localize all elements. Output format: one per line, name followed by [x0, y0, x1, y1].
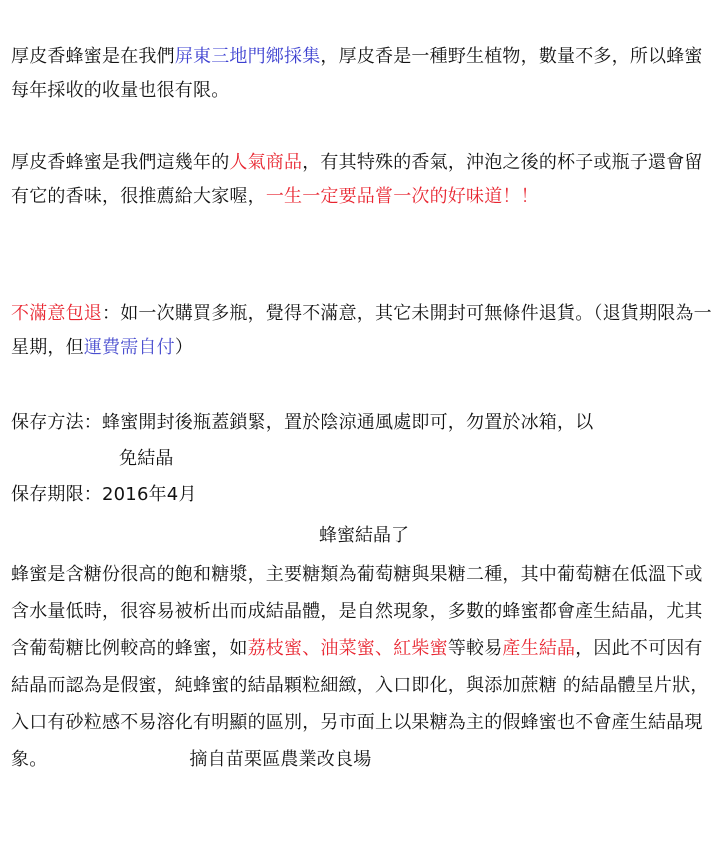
- feature-paragraph: [11, 146, 717, 214]
- intro-text-2: ，厚皮香是一種野生植物，數量不多，所以蜂蜜每年採收的收量也很有限。: [11, 46, 703, 101]
- storage-method-label: 保存方法：: [11, 412, 102, 433]
- storage-method-text: 蜂蜜開封後瓶蓋鎖緊，置於陰涼通風處即可，勿置於冰箱，以: [102, 412, 594, 433]
- crystal-text-3: ，因此不可因有結晶而認為是假蜜，純蜂蜜的結晶顆粒細緻，入口即化，與添加蔗糖 的結晶體呈片狀，入口有砂粒感不易溶化有明顯的區別，另市面上以果糖為主的假蜂蜜也不會產生結晶現象。: [11, 638, 709, 770]
- intro-text-1: 厚皮香蜂蜜是在我們: [11, 46, 175, 67]
- feature-text-1: 厚皮香蜂蜜是我們這幾年的: [11, 152, 230, 173]
- storage-method: [11, 406, 717, 440]
- refund-text: ：如一次購買多瓶，覺得不滿意，其它未開封可無條件退貨。（退貨期限為一星期，但: [11, 303, 712, 358]
- crystal-text-1: 蜂蜜是含糖份很高的飽和糖漿，主要糖類為葡萄糖與果糖二種，其中葡萄糖在低溫下或含水量低時，很容易被析出而成結晶體，是自然現象，多數的蜂蜜都會產生結晶，尤其含葡萄糖比例較高的蜂蜜，如: [11, 564, 703, 659]
- storage-expiry-value: 2016年4月: [102, 484, 197, 505]
- crystal-title: 蜂蜜結晶了: [319, 525, 409, 546]
- feature-text-2: ，有其特殊的香氣，沖泡之後的杯子或瓶子還會留有它的香味，很推薦給大家喔，: [11, 152, 703, 207]
- refund-label: 不滿意包退: [11, 303, 102, 324]
- collection-location: 屏東三地門鄉採集: [174, 46, 321, 67]
- refund-paragraph: [11, 297, 717, 365]
- storage-expiry: [11, 478, 717, 512]
- storage-method-text2: 免結晶: [119, 448, 174, 469]
- intro-paragraph: [11, 40, 717, 108]
- refund-close: ）: [174, 337, 194, 358]
- crystal-paragraph: [11, 556, 717, 778]
- source-credit: 摘自苗栗區農業改良場: [189, 749, 372, 770]
- storage-expiry-label: 保存期限：: [11, 484, 102, 505]
- popular-product-highlight: 人氣商品: [229, 152, 303, 173]
- storage-method-cont: [11, 442, 717, 476]
- honey-types-highlight: 荔枝蜜、油菜蜜、紅柴蜜: [247, 638, 448, 659]
- shipping-note: 運費需自付: [83, 337, 175, 358]
- produce-crystal-highlight: 產生結晶: [502, 638, 576, 659]
- crystal-text-2: 等較易: [447, 638, 503, 659]
- must-try-highlight: 一生一定要品嘗一次的好味道！！: [265, 186, 539, 207]
